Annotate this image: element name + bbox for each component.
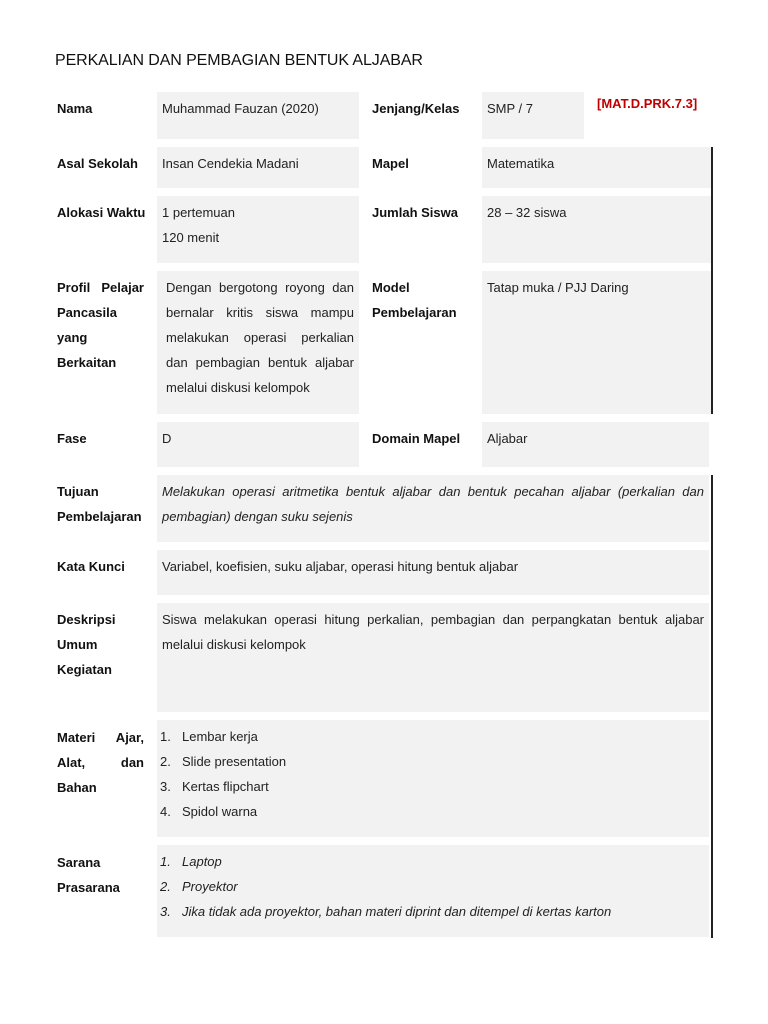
table-border-right: [711, 147, 713, 414]
value-model-text: Tatap muka / PJJ Daring: [487, 280, 629, 295]
value-model-pembelajaran: [482, 271, 711, 414]
document-title: PERKALIAN DAN PEMBAGIAN BENTUK ALJABAR: [55, 52, 423, 69]
label-alokasi-waktu: Alokasi Waktu: [57, 205, 146, 220]
value-fase-text: D: [162, 431, 172, 446]
value-domain-text: Aljabar: [487, 431, 528, 446]
label-mapel: Mapel: [372, 156, 409, 171]
label-sarana-line1: Sarana: [57, 855, 101, 870]
value-tujuan-pembelajaran: [157, 475, 709, 542]
list-item-num: 2.: [160, 879, 171, 894]
label-fase: Fase: [57, 431, 87, 446]
value-asal-sekolah-text: Insan Cendekia Madani: [162, 156, 299, 171]
value-profil-pelajar: [157, 271, 359, 414]
list-item: [160, 899, 706, 924]
value-jenjang: [482, 92, 584, 139]
label-model-pembelajaran: [372, 275, 457, 325]
list-item-num: 1.: [160, 729, 171, 744]
label-profil-line3: yang: [57, 330, 88, 345]
list-item-text: Jika tidak ada proyektor, bahan materi diprint dan ditempel di kertas karton: [182, 904, 612, 919]
label-tujuan-pembelajaran: [57, 479, 142, 529]
value-domain-mapel: [482, 422, 709, 467]
list-item-text: Slide presentation: [182, 754, 287, 769]
value-mapel: [482, 147, 711, 188]
label-sarana-line2: Prasarana: [57, 880, 120, 895]
list-item-text: Lembar kerja: [182, 729, 258, 744]
label-tujuan-line1: Tujuan: [57, 484, 99, 499]
table-border-right-lower: [711, 475, 713, 938]
label-jumlah-siswa: Jumlah Siswa: [372, 205, 458, 220]
materi-list: [160, 724, 706, 824]
sarana-list: [160, 849, 706, 924]
list-item-text: Laptop: [182, 854, 222, 869]
curriculum-code: [MAT.D.PRK.7.3]: [597, 96, 698, 111]
list-item-text: Proyektor: [182, 879, 238, 894]
label-sarana-prasarana: [57, 850, 120, 900]
list-item: [160, 874, 706, 899]
value-jumlah-siswa: [482, 196, 711, 263]
value-deskripsi-text: Siswa melakukan operasi hitung perkalian, pembagian dan perpangkatan bentuk aljabar melalui diskusi kelompok: [162, 612, 704, 652]
list-item: [160, 724, 706, 749]
label-deskripsi-umum: [57, 607, 116, 682]
value-jenjang-text: SMP / 7: [487, 101, 534, 116]
value-alokasi-line2: 120 menit: [162, 230, 220, 245]
label-deskripsi-line2: Umum: [57, 637, 98, 652]
label-deskripsi-line1: Deskripsi: [57, 612, 116, 627]
list-item-text: Spidol warna: [182, 804, 258, 819]
label-model-line1: Model: [372, 280, 410, 295]
list-item: [160, 849, 706, 874]
value-profil-text: Dengan bergotong royong dan bernalar kritis siswa mampu melakukan operasi perkalian dan pembagian bentuk aljabar melalui diskusi kelompok: [166, 280, 354, 395]
value-kata-kunci-text: Variabel, koefisien, suku aljabar, operasi hitung bentuk aljabar: [162, 559, 519, 574]
label-materi-line2: Alat, dan: [57, 755, 144, 770]
value-alokasi-waktu: [157, 196, 359, 263]
list-item: [160, 799, 706, 824]
label-profil-pelajar: [57, 275, 144, 375]
list-item: [160, 774, 706, 799]
label-materi-line1: Materi Ajar,: [57, 730, 144, 745]
list-item: [160, 749, 706, 774]
value-materi-ajar: [157, 720, 709, 837]
label-profil-line1: Profil Pelajar: [57, 280, 144, 295]
list-item-num: 3.: [160, 904, 171, 919]
label-domain-mapel: Domain Mapel: [372, 431, 461, 446]
list-item-text: Kertas flipchart: [182, 779, 269, 794]
value-jumlah-siswa-text: 28 – 32 siswa: [487, 205, 567, 220]
label-materi-ajar: [57, 725, 144, 800]
value-alokasi-line1: 1 pertemuan: [162, 205, 235, 220]
value-tujuan-text: Melakukan operasi aritmetika bentuk aljabar dan bentuk pecahan aljabar (perkalian dan pembagian) dengan suku sejenis: [162, 484, 704, 524]
label-profil-line4: Berkaitan: [57, 355, 117, 370]
list-item-num: 1.: [160, 854, 171, 869]
label-nama: Nama: [57, 101, 93, 116]
value-kata-kunci: [157, 550, 709, 595]
value-mapel-text: Matematika: [487, 156, 555, 171]
label-kata-kunci: Kata Kunci: [57, 559, 125, 574]
value-nama-text: Muhammad Fauzan (2020): [162, 101, 319, 116]
label-tujuan-line2: Pembelajaran: [57, 509, 142, 524]
value-nama: [157, 92, 359, 139]
label-asal-sekolah: Asal Sekolah: [57, 156, 138, 171]
label-deskripsi-line3: Kegiatan: [57, 662, 112, 677]
value-sarana-prasarana: [157, 845, 709, 937]
label-model-line2: Pembelajaran: [372, 305, 457, 320]
label-materi-line3: Bahan: [57, 780, 97, 795]
value-asal-sekolah: [157, 147, 359, 188]
list-item-num: 2.: [160, 754, 171, 769]
label-jenjang: Jenjang/Kelas: [372, 101, 460, 116]
list-item-num: 3.: [160, 779, 171, 794]
value-deskripsi-umum: [157, 603, 709, 712]
list-item-num: 4.: [160, 804, 171, 819]
label-profil-line2: Pancasila: [57, 305, 117, 320]
value-fase: [157, 422, 359, 467]
